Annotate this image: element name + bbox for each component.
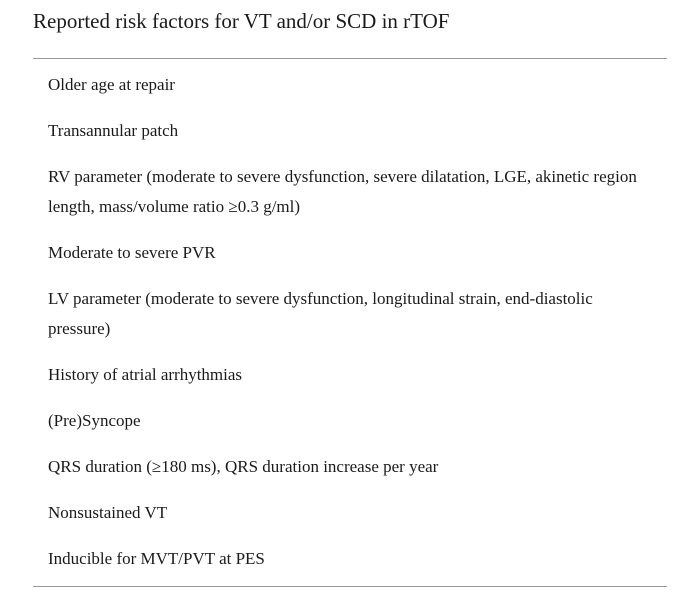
risk-factor-row: Older age at repair [48,75,175,94]
risk-factor-row: QRS duration (≥180 ms), QRS duration increase per year [48,457,439,476]
risk-factor-row: Moderate to severe PVR [48,243,216,262]
table-title: Reported risk factors for VT and/or SCD in rTOF [33,9,450,33]
bottom-rule [33,586,667,587]
risk-factor-row: RV parameter (moderate to severe dysfunction, severe dilatation, LGE, akinetic region length, mass/volume ratio ≥0.3 g/ml) [48,167,637,216]
risk-factor-row: Inducible for MVT/PVT at PES [48,549,265,568]
top-rule [33,58,667,59]
risk-factor-row: Nonsustained VT [48,503,168,522]
risk-factor-row: (Pre)Syncope [48,411,141,430]
risk-factor-row: History of atrial arrhythmias [48,365,243,384]
risk-factor-row: LV parameter (moderate to severe dysfunction, longitudinal strain, end-diastolic pressure) [48,289,593,338]
risk-factor-list [48,70,648,590]
risk-factor-row: Transannular patch [48,121,179,140]
